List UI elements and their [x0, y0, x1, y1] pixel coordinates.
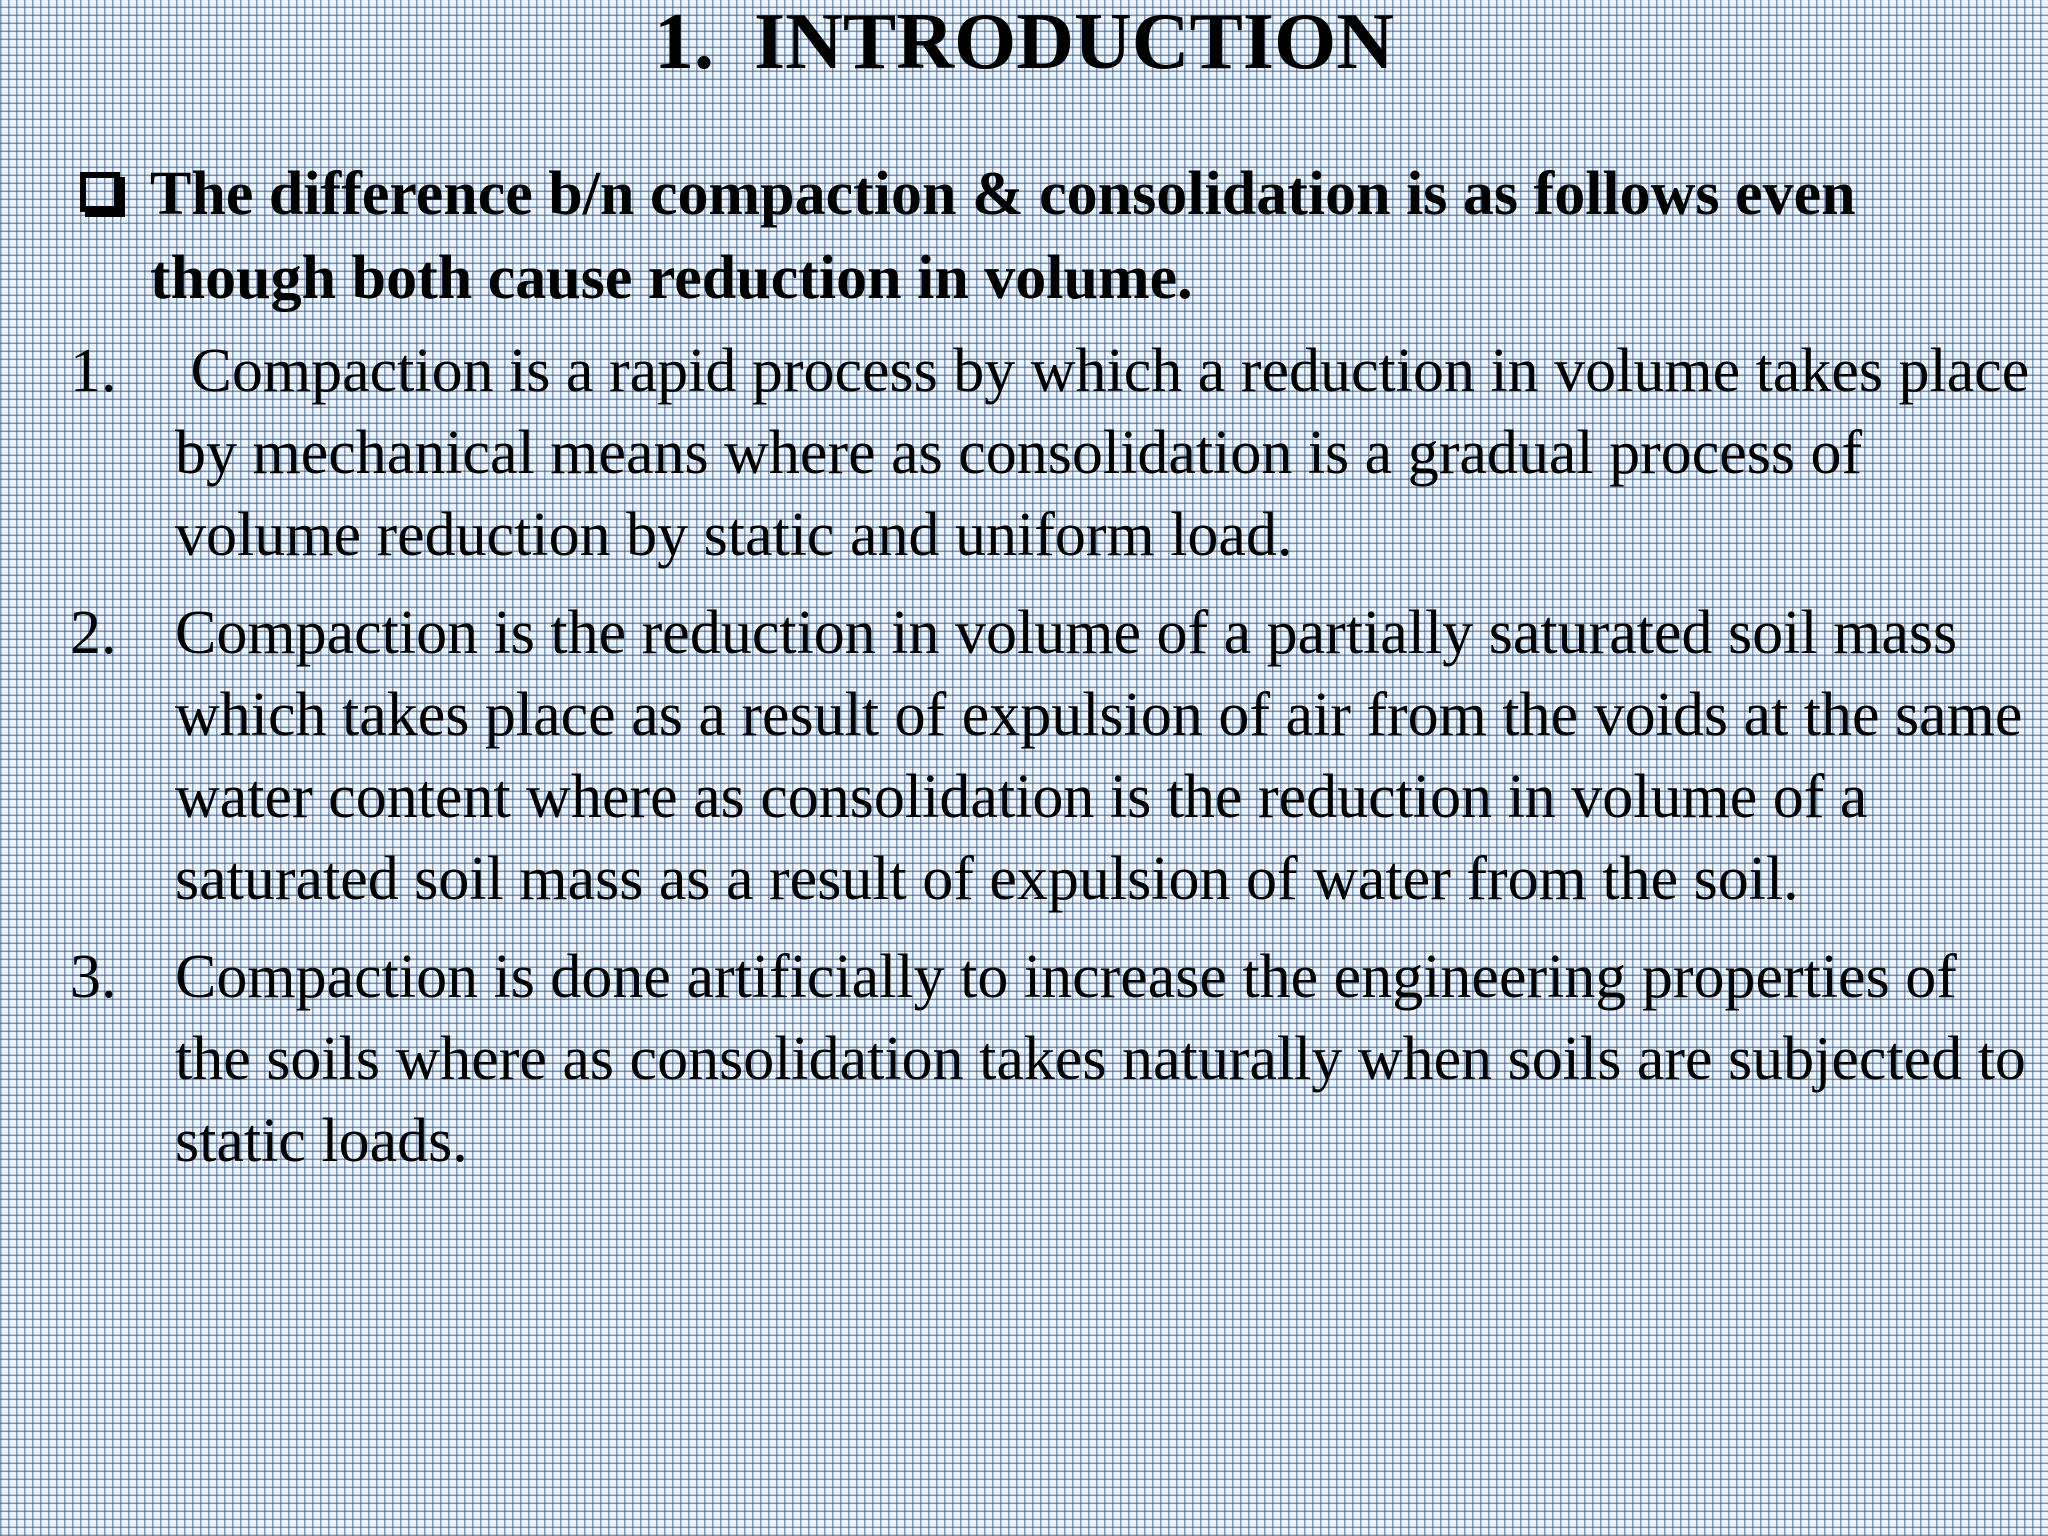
list-item-number: 1. — [70, 337, 117, 405]
list-item-text: Compaction is a rapid process by which a reduction in volume takes place by mechanical means where as consolidation is a gradual process of volume reduction by static and uniform load. — [175, 337, 2045, 569]
list-item-number: 2. — [70, 599, 117, 667]
title-text: INTRODUCTION — [753, 0, 1395, 86]
intro-bullet — [80, 152, 2030, 320]
intro-bullet-text: The difference b/n compaction & consolidation is as follows even though both cause reduction in volume. — [150, 160, 1856, 312]
slide-title — [0, 0, 2048, 84]
square-bullet-icon — [80, 172, 120, 212]
numbered-list — [70, 330, 2045, 1198]
list-item-text: Compaction is the reduction in volume of a partially saturated soil mass which takes place as a result of expulsion of air from the voids at the same water content where as consolidation is the reduction in volume of a saturated soil mass as a result of expulsion of water from the soil. — [175, 599, 2023, 913]
list-item — [70, 330, 2045, 576]
list-item-text: Compaction is done artificially to increase the engineering properties of the soils where as consolidation takes naturally when soils are subjected to static loads. — [175, 943, 2026, 1175]
list-item — [70, 592, 2030, 920]
list-item — [70, 936, 2030, 1182]
list-item-number: 3. — [70, 943, 117, 1011]
title-number: 1. — [653, 0, 714, 86]
